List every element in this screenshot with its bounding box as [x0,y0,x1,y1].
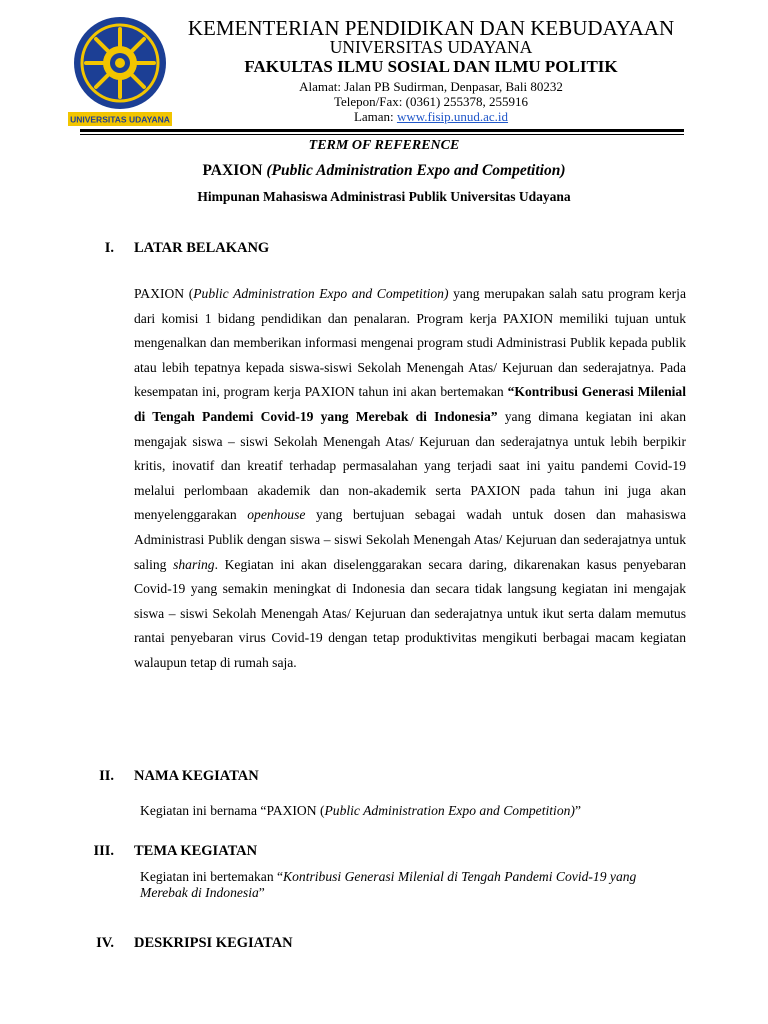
section-3-title: TEMA KEGIATAN [134,843,258,859]
section-3-number: III. [93,843,114,859]
website-line [176,110,686,123]
section-1-title: LATAR BELAKANG [134,240,270,256]
event-name: PAXION [202,162,263,179]
website-link[interactable]: www.fisip.unud.ac.id [396,109,509,124]
logo-caption: UNIVERSITAS UDAYANA [70,114,170,125]
ministry-name: KEMENTERIAN PENDIDIKAN DAN KEBUDAYAAN [187,16,675,40]
section-2-number: II. [99,768,114,784]
header-rule-thin [80,134,684,135]
website-label: Laman: [353,109,397,124]
section-1-number: I. [104,240,114,256]
university-name: UNIVERSITAS UDAYANA [329,37,533,57]
organizer: Himpunan Mahasiswa Administrasi Publik Universitas Udayana [197,189,571,204]
event-name-text: Kegiatan ini bernama “PAXION (Public Administration Expo and Competition)” [140,803,581,818]
event-title [0,163,768,179]
section-2-title: NAMA KEGIATAN [134,768,259,784]
event-full-name: (Public Administration Expo and Competition) [266,162,566,179]
event-theme-text: Kegiatan ini bertemakan “Kontribusi Generasi Milenial di Tengah Pandemi Covid-19 yang Merebak di Indonesia” [140,869,637,900]
phone-line: Telepon/Fax: (0361) 255378, 255916 [333,94,529,109]
address-line: Alamat: Jalan PB Sudirman, Denpasar, Bali 80232 [299,79,563,94]
doc-type: TERM OF REFERENCE [308,138,460,153]
faculty-name: FAKULTAS ILMU SOSIAL DAN ILMU POLITIK [244,57,618,76]
background-paragraph: PAXION (Public Administration Expo and Competition) yang merupakan salah satu program kerja dari komisi 1 bidang pendidikan dan penalaran. Program kerja PAXION memiliki tujuan untuk mengenalkan dan memberikan informasi mengenai program studi Administrasi Publik kepada publik atau lebih tepatnya kepada siswa-siswi Sekolah Menengah Atas/ Kejuruan dan sederajatnya. Pada kesempatan ini, program kerja PAXION tahun ini akan bertemakan “Kontribusi Generasi Milenial di Tengah Pandemi Covid-19 yang Merebak di Indonesia” yang dimana kegiatan ini akan mengajak siswa – siswi Sekolah Menengah Atas/ Kejuruan dan sederajatnya untuk lebih berpikir kritis, inovatif dan kreatif terhadap permasalahan yang terjadi saat ini yaitu pandemi Covid-19 melalui perlombaan akademik dan non-akademik serta PAXION pada tahun ini juga akan menyelenggarakan openhouse yang bertujuan sebagai wadah untuk dosen dan mahasiswa Administrasi Publik dengan siswa – siswi Sekolah Menengah Atas/ Kejuruan dan sederajatnya untuk saling sharing. Kegiatan ini akan diselenggarakan secara daring, dikarenakan kasus penyebaran Covid-19 yang semakin meningkat di Indonesia dan secara tidak langsung kegiatan ini mengajak siswa – siswi Sekolah Menengah Atas/ Kejuruan dan sederajatnya untuk ikut serta dalam memutus rantai penyebaran virus Covid-19 dengan tetap produktivitas mengikuti berbagai macam kegiatan walaupun tetap di rumah saja. [134,286,687,670]
header-rule-thick [80,129,684,132]
section-4-title: DESKRIPSI KEGIATAN [134,935,293,951]
section-4-number: IV. [96,935,114,951]
university-logo [66,16,174,128]
